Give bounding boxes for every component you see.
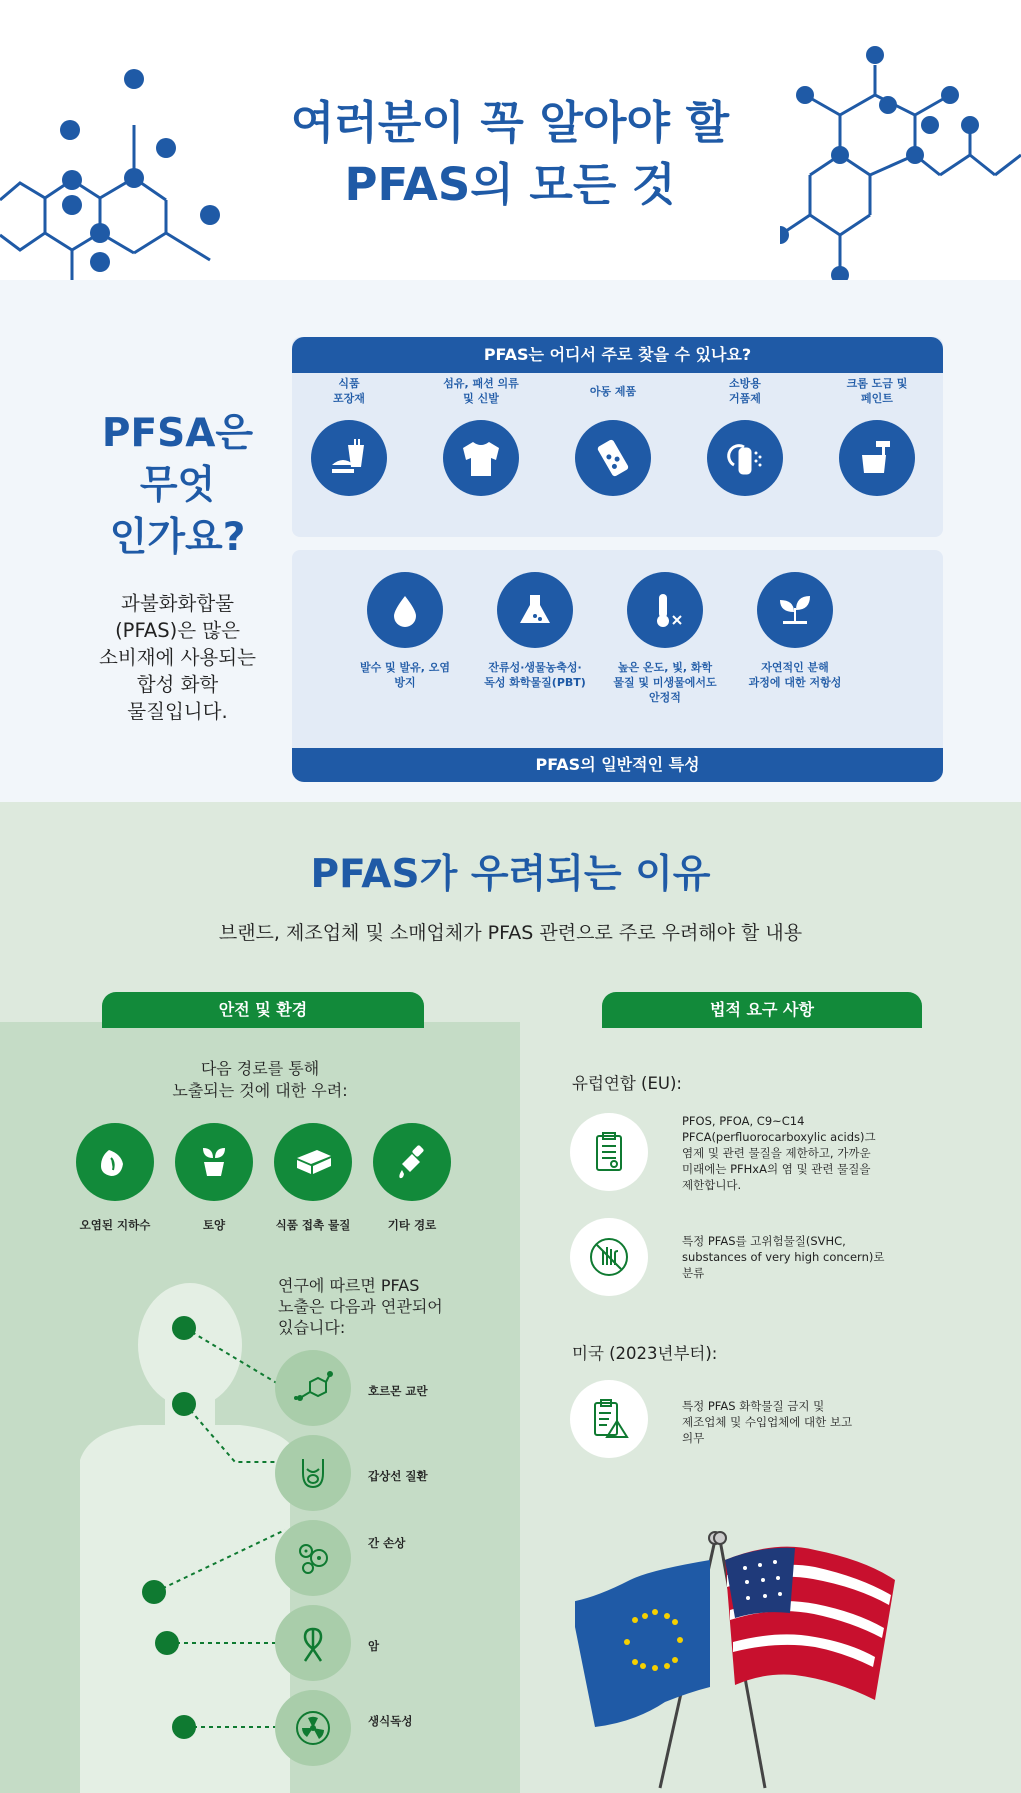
reg-line: 특정 PFAS 화학물질 금지 및 [682,1399,825,1413]
title-line-2: PFAS의 모든 것 [344,158,676,211]
health-label: 호르몬 교란 [368,1384,428,1398]
property-repellent [335,572,475,690]
eu-heading: 유럽연합 (EU): [572,1074,682,1093]
plant-pot-icon [175,1123,253,1201]
what-title-line-2: 무엇 [139,463,216,508]
thermometer-icon [627,572,703,648]
concern-section [0,802,1021,1022]
route-groundwater [60,1123,170,1233]
route-label: 식품 접촉 물질 [275,1218,351,1232]
checklist-warning-icon [570,1380,648,1458]
reg-line: 미래에는 PFHxA의 염 및 관련 물질을 [682,1162,871,1176]
clipboard-icon [570,1113,648,1191]
reg-line: 특정 PFAS를 고위험물질(SVHC, [682,1234,846,1248]
desc-line: 합성 화학 [136,673,219,696]
food-packaging-icon [311,420,387,496]
use-label-line: 아동 제품 [589,384,637,398]
eu-svhc-text [682,1233,922,1281]
use-label-line: 식품 [338,377,360,390]
hand-stop-icon [570,1218,648,1296]
health-label: 암 [368,1639,380,1653]
us-heading: 미국 (2023년부터): [572,1344,718,1363]
body-point-abdomen [155,1631,179,1655]
what-description [60,590,295,725]
desc-line: 과불화화합물 [120,592,235,615]
title-line-1: 여러분이 꼭 알아야 할 [290,96,730,149]
route-food-contact [258,1123,368,1233]
baby-bottle-icon [575,420,651,496]
safety-tab: 안전 및 환경 [102,992,424,1028]
prop-label-line: 과정에 대한 저항성 [748,676,842,689]
use-label-line: 및 신발 [463,392,499,405]
groundwater-icon [76,1123,154,1201]
prop-label-line: 안정적 [649,691,681,704]
route-label: 오염된 지하수 [79,1218,151,1232]
what-title [60,408,295,564]
use-item-food-packaging [284,374,414,496]
use-label-line: 포장재 [333,392,365,405]
use-item-firefighting [680,374,810,496]
flask-icon [497,572,573,648]
prop-label-line: 높은 온도, 빛, 화학 [617,661,713,674]
uses-title: PFAS는 어디서 주로 찾을 수 있나요? [292,337,943,373]
concern-subtitle: 브랜드, 제조업체 및 소매업체가 PFAS 관련으로 주로 우려해야 할 내용 [218,922,803,944]
connector-lines [0,1300,320,1793]
desc-line: 소비재에 사용되는 [99,646,256,669]
sprout-icon [757,572,833,648]
property-pbt [465,572,605,690]
header-section [0,0,1021,280]
body-point-head [172,1316,196,1340]
health-label: 갑상선 질환 [368,1469,428,1483]
health-label: 생식독성 [368,1714,413,1728]
body-point-neck [172,1392,196,1416]
body-point-liver [142,1580,166,1604]
prop-label-line: 물질 및 미생물에서도 [613,676,717,689]
route-other [357,1123,467,1233]
route-label: 토양 [202,1218,226,1232]
intro-line: 노출되는 것에 대한 우려: [172,1081,348,1100]
molecule-icon [275,1350,351,1426]
use-item-textile [416,374,546,496]
shirt-icon [443,420,519,496]
fire-extinguisher-icon [707,420,783,496]
exposure-intro [120,1058,400,1102]
use-label-line: 거품제 [729,392,761,405]
us-regulation-text [682,1398,922,1446]
reg-line: 제조업체 및 수입업체에 대한 보고 [682,1415,853,1429]
molecule-left-decoration [0,55,230,280]
concern-title: PFAS가 우려되는 이유 [310,852,711,897]
food-container-icon [274,1123,352,1201]
radiation-icon [275,1690,351,1766]
property-degradation [725,572,865,690]
eu-regulation-text [682,1113,922,1193]
legal-tab: 법적 요구 사항 [602,992,922,1028]
page-title [230,92,790,216]
desc-line: 물질입니다. [127,700,228,723]
cells-icon [275,1520,351,1596]
property-stability [595,572,735,705]
research-line: 있습니다: [278,1318,346,1337]
prop-label-line: 잔류성·생물농축성· [488,661,582,674]
what-title-line-1: PFSA은 [101,411,254,456]
reg-line: 염제 및 관련 물질을 제한하고, 가까운 [682,1146,871,1160]
molecule-right-decoration [780,45,1021,285]
route-soil [159,1123,269,1233]
reg-line: substances of very high concern)로 [682,1250,885,1264]
what-title-line-3: 인가요? [109,515,246,560]
use-label-line: 소방용 [729,377,761,390]
eu-us-flags [575,1520,955,1790]
prop-label-line: 독성 화학물질(PBT) [484,676,586,689]
prop-label-line: 발수 및 발유, 오염 [359,661,451,674]
use-label-line: 페인트 [861,392,893,405]
use-item-chrome-paint [812,374,942,496]
use-label-line: 크롬 도금 및 [846,377,908,390]
dropper-icon [373,1123,451,1201]
research-line: 노출은 다음과 연관되어 [278,1297,443,1316]
prop-label-line: 자연적인 분해 [761,661,829,674]
ribbon-icon [275,1605,351,1681]
research-line: 연구에 따르면 PFAS [278,1276,420,1295]
desc-line: (PFAS)은 많은 [115,619,240,642]
body-point-pelvis [172,1715,196,1739]
properties-title: PFAS의 일반적인 특성 [292,748,943,782]
reg-line: 분류 [682,1266,705,1280]
prop-label-line: 방지 [394,676,416,689]
route-label: 기타 경로 [387,1218,437,1232]
thyroid-icon [275,1435,351,1511]
reg-line: PFCA(perfluorocarboxylic acids)그 [682,1130,876,1144]
use-item-children [548,374,678,496]
paint-bucket-icon [839,420,915,496]
use-label-line: 섬유, 패션 의류 [443,377,519,390]
reg-line: PFOS, PFOA, C9~C14 [682,1114,805,1128]
intro-line: 다음 경로를 통해 [200,1059,320,1078]
health-label: 간 손상 [368,1536,406,1550]
water-drop-icon [367,572,443,648]
reg-line: 의무 [682,1431,705,1445]
reg-line: 제한합니다. [682,1178,742,1192]
